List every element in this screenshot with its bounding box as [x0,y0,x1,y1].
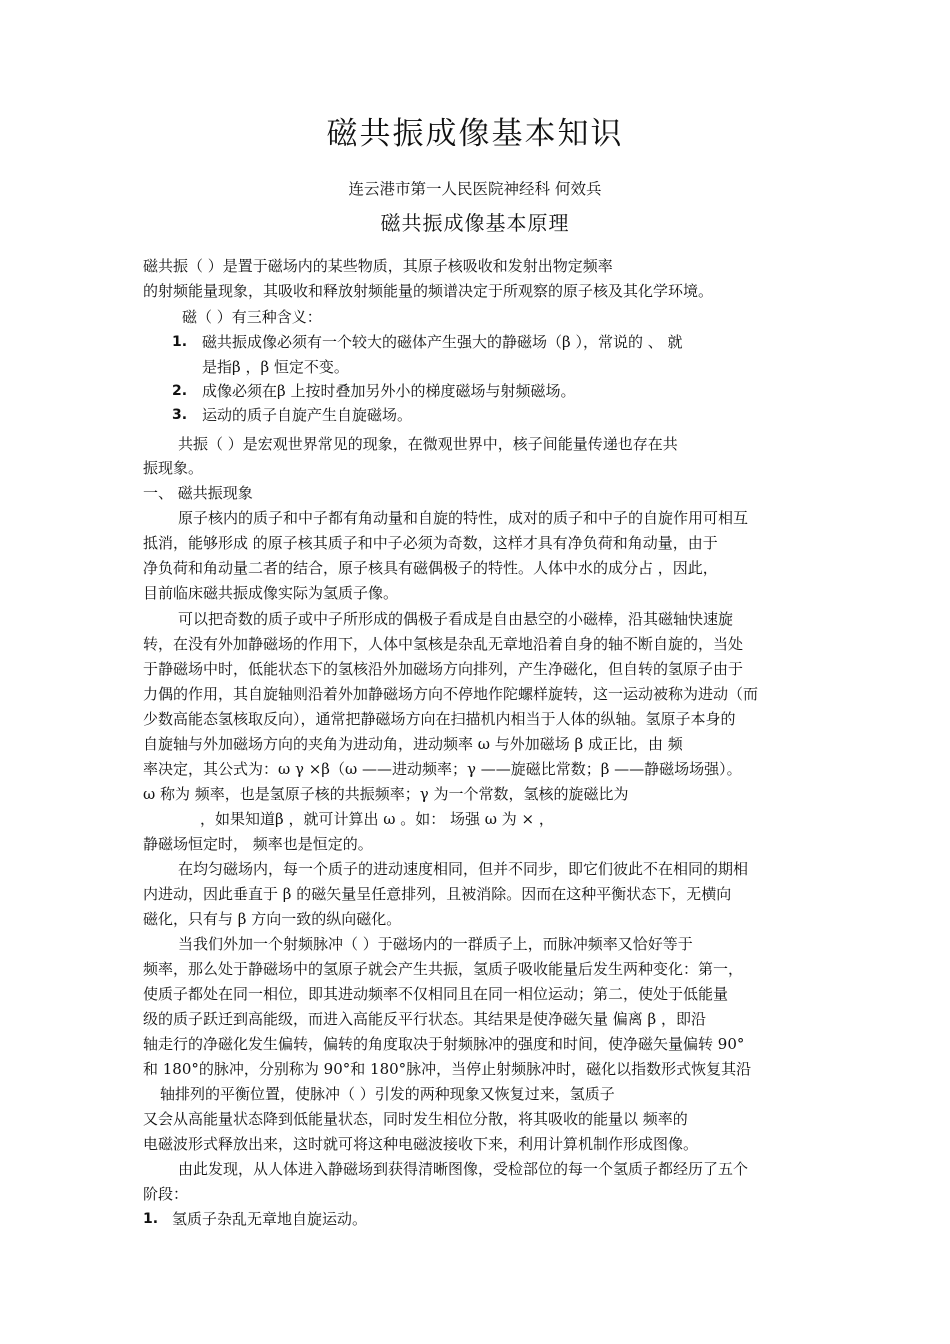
text-line: 的射频能量现象，其吸收和释放射频能量的频谱决定于所观察的原子核及其化学环境。 [143,282,714,300]
text-line: 使质子都处在同一相位，即其进动频率不仅相同且在同一相位运动；第二，使处于低能量 [143,985,729,1003]
text-line: 净负荷和角动量二者的结合，原子核具有磁偶极子的特性。人体中水的成分占 ，因此， [143,559,718,577]
text-line: 于静磁场中时，低能状态下的氢核沿外加磁场方向排列，产生净磁化，但自转的氢原子由于 [143,660,744,678]
text-line: 内进动，因此垂直于 β 的磁矢量呈任意排列，且被消除。因而在这种平衡状态下，无横向 [143,885,732,903]
text-line: 率决定，其公式为：ω γ ×β（ω ——进动频率；γ ——旋磁比常数；β ——静磁场场强）。 [143,760,742,778]
text-line: ，如果知道β ，就可计算出 ω 。如： 场强 ω 为 × ， [200,810,554,828]
list-number: 1. [143,1211,159,1227]
text-line: 磁共振成像必须有一个较大的磁体产生强大的静磁场（β ），常说的 、 就 [202,333,683,351]
text-line: 转，在没有外加静磁场的作用下，人体中氢核是杂乱无章地沿着自身的轴不断自旋的，当处 [143,635,744,653]
text-line: 是指β ，β 恒定不变。 [202,358,349,376]
text-line: 力偶的作用，其自旋轴则沿着外加静磁场方向不停地作陀螺样旋转，这一运动被称为进动（而 [143,685,759,703]
text-line: 成像必须在β 上按时叠加另外小的梯度磁场与射频磁场。 [202,382,576,400]
text-line: 轴走行的净磁化发生偏转，偏转的角度取决于射频脉冲的强度和时间，使净磁矢量偏转 90° [143,1035,745,1053]
text-line: 磁化，只有与 β 方向一致的纵向磁化。 [143,910,402,928]
text-line: 轴排列的平衡位置，使脉冲（ ）引发的两种现象又恢复过来，氢质子 [160,1085,615,1103]
text-line: 振现象。 [143,459,204,477]
text-line: 磁共振（ ）是置于磁场内的某些物质，其原子核吸收和发射出物定频率 [143,257,613,275]
text-line: 当我们外加一个射频脉冲（ ）于磁场内的一群质子上，而脉冲频率又恰好等于 [178,935,693,953]
section-subtitle: 磁共振成像基本原理 [380,211,570,235]
text-line: 抵消，能够形成 的原子核其质子和中子必须为奇数，这样才具有净负荷和角动量，由于 [143,534,718,552]
text-line: 级的质子跃迁到高能级，而进入高能反平行状态。其结果是使净磁矢量 偏离 β ，即沿 [143,1010,706,1028]
text-line: 阶段： [143,1185,189,1203]
text-line: 少数高能态氢核取反向），通常把静磁场方向在扫描机内相当于人体的纵轴。氢原子本身的 [143,710,736,728]
text-line: 频率，那么处于静磁场中的氢原子就会产生共振，氢质子吸收能量后发生两种变化：第一， [143,960,744,978]
text-line: 静磁场恒定时， 频率也是恒定的。 [143,835,373,853]
text-line: ω 称为 频率，也是氢原子核的共振频率；γ 为一个常数，氢核的旋磁比为 [143,785,629,803]
text-line: 又会从高能量状态降到低能量状态，同时发生相位分散，将其吸收的能量以 频率的 [143,1110,688,1128]
text-line: 可以把奇数的质子或中子所形成的偶极子看成是自由悬空的小磁棒，沿其磁轴快速旋 [178,610,734,628]
text-line: 氢质子杂乱无章地自旋运动。 [172,1210,368,1228]
text-line: 运动的质子自旋产生自旋磁场。 [202,406,413,424]
text-line: 磁（ ）有三种含义： [182,308,322,326]
text-line: 电磁波形式释放出来，这时就可将这种电磁波接收下来，利用计算机制作形成图像。 [143,1135,699,1153]
text-line: 原子核内的质子和中子都有角动量和自旋的特性，成对的质子和中子的自旋作用可相互 [178,509,749,527]
text-line: 自旋轴与外加磁场方向的夹角为进动角，进动频率 ω 与外加磁场 β 成正比，由 频 [143,735,683,753]
list-number: 3. [172,407,188,423]
text-line: 目前临床磁共振成像实际为氢质子像。 [143,584,399,602]
text-line: 在均匀磁场内，每一个质子的进动速度相同，但并不同步，即它们彼此不在相同的期相 [178,860,749,878]
list-number: 2. [172,383,188,399]
page-title: 磁共振成像基本知识 [326,116,624,152]
text-line: 和 180°的脉冲，分别称为 90°和 180°脉冲，当停止射频脉冲时，磁化以指数形式恢复其沿 [143,1060,752,1078]
text-line: 共振（ ）是宏观世界常见的现象，在微观世界中，核子间能量传递也存在共 [178,435,678,453]
author-line: 连云港市第一人民医院神经科 何效兵 [348,180,602,198]
list-number: 1. [172,334,188,350]
text-line: 由此发现，从人体进入静磁场到获得清晰图像，受检部位的每一个氢质子都经历了五个 [178,1160,749,1178]
section-heading: 一、 磁共振现象 [143,484,253,502]
